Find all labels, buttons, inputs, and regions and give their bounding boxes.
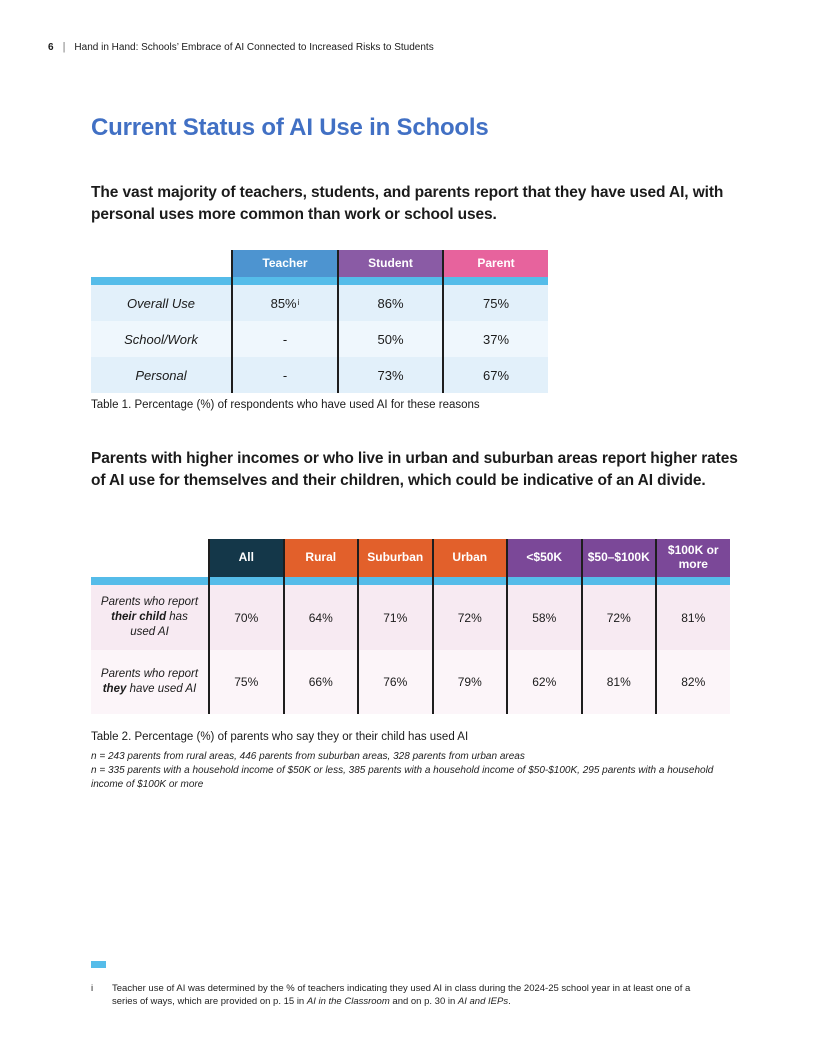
table2-header-50k-100k: $50–$100K	[581, 539, 656, 577]
table2-value: 79%	[432, 650, 507, 714]
table2-value: 72%	[581, 585, 656, 650]
table2-value: 75%	[208, 650, 283, 714]
table-1	[91, 250, 548, 393]
table2-value: 70%	[208, 585, 283, 650]
section-heading: Current Status of AI Use in Schools	[91, 114, 489, 141]
table2-value: 72%	[432, 585, 507, 650]
table2-sample-notes	[91, 750, 739, 791]
table2-header-rural: Rural	[283, 539, 358, 577]
footnote-divider-bar	[91, 961, 106, 968]
table2-row-label: Parents who report their child has used AI	[91, 585, 208, 650]
table1-value: 75%	[442, 285, 548, 321]
table2-header-suburban: Suburban	[357, 539, 432, 577]
table2-row-label: Parents who report they have used AI	[91, 650, 208, 714]
table2-value: 71%	[357, 585, 432, 650]
table1-corner-cell	[91, 250, 231, 277]
table2-corner-cell	[91, 539, 208, 577]
table1-row-label: School/Work	[91, 321, 231, 357]
table1-accent-strip	[91, 277, 231, 285]
table1-header-parent: Parent	[442, 250, 548, 277]
table2-value: 58%	[506, 585, 581, 650]
table1-row-label: Personal	[91, 357, 231, 393]
footnote-text: Teacher use of AI was determined by the % of teachers indicating they used AI in class during the 2024-25 school year in at least one of a series of ways, which are provided on p. 15 in AI in the Classroom and on p. 30 in AI and IEPs.	[112, 983, 691, 1008]
table1-value: 50%	[337, 321, 442, 357]
table2-header-urban: Urban	[432, 539, 507, 577]
table1-value: 73%	[337, 357, 442, 393]
table2-value: 81%	[655, 585, 730, 650]
page-header	[48, 41, 434, 53]
sample-note-1: n = 243 parents from rural areas, 446 parents from suburban areas, 328 parents from urban areas	[91, 751, 525, 762]
table1-header-student: Student	[337, 250, 442, 277]
table2-value: 64%	[283, 585, 358, 650]
document-title: Hand in Hand: Schools’ Embrace of AI Connected to Increased Risks to Students	[74, 41, 434, 53]
table2-value: 66%	[283, 650, 358, 714]
table2-value: 62%	[506, 650, 581, 714]
table2-header-under50k: <$50K	[506, 539, 581, 577]
table1-value: -	[231, 357, 337, 393]
table2-accent-strip	[91, 577, 208, 585]
table2-value: 82%	[655, 650, 730, 714]
intro-paragraph-2: Parents with higher incomes or who live in urban and suburban areas report higher rates of AI use for themselves and their children, which could be indicative of an AI divide.	[91, 450, 738, 490]
table-2	[91, 539, 730, 714]
table2-header-all: All	[208, 539, 283, 577]
footnote-marker: i	[91, 983, 94, 994]
page-number: 6	[48, 41, 54, 53]
table2-value: 76%	[357, 650, 432, 714]
table2-value: 81%	[581, 650, 656, 714]
table2-header-100k-more: $100K or more	[655, 539, 730, 577]
footnote	[91, 982, 716, 1009]
header-divider: |	[62, 41, 66, 53]
table1-value: 86%	[337, 285, 442, 321]
intro-paragraph-1: The vast majority of teachers, students, and parents report that they have used AI, with personal uses more common than work or school uses.	[91, 184, 724, 224]
table1-row-label: Overall Use	[91, 285, 231, 321]
sample-note-2: n = 335 parents with a household income of $50K or less, 385 parents with a household income of $50-$100K, 295 parents with a household income of $100K or more	[91, 764, 714, 790]
table1-value: -	[231, 321, 337, 357]
table1-caption: Table 1. Percentage (%) of respondents who have used AI for these reasons	[91, 399, 480, 411]
table1-value: 85% i	[231, 285, 337, 321]
table1-value: 67%	[442, 357, 548, 393]
table2-caption: Table 2. Percentage (%) of parents who say they or their child has used AI	[91, 731, 469, 743]
table1-value: 37%	[442, 321, 548, 357]
table1-header-teacher: Teacher	[231, 250, 337, 277]
